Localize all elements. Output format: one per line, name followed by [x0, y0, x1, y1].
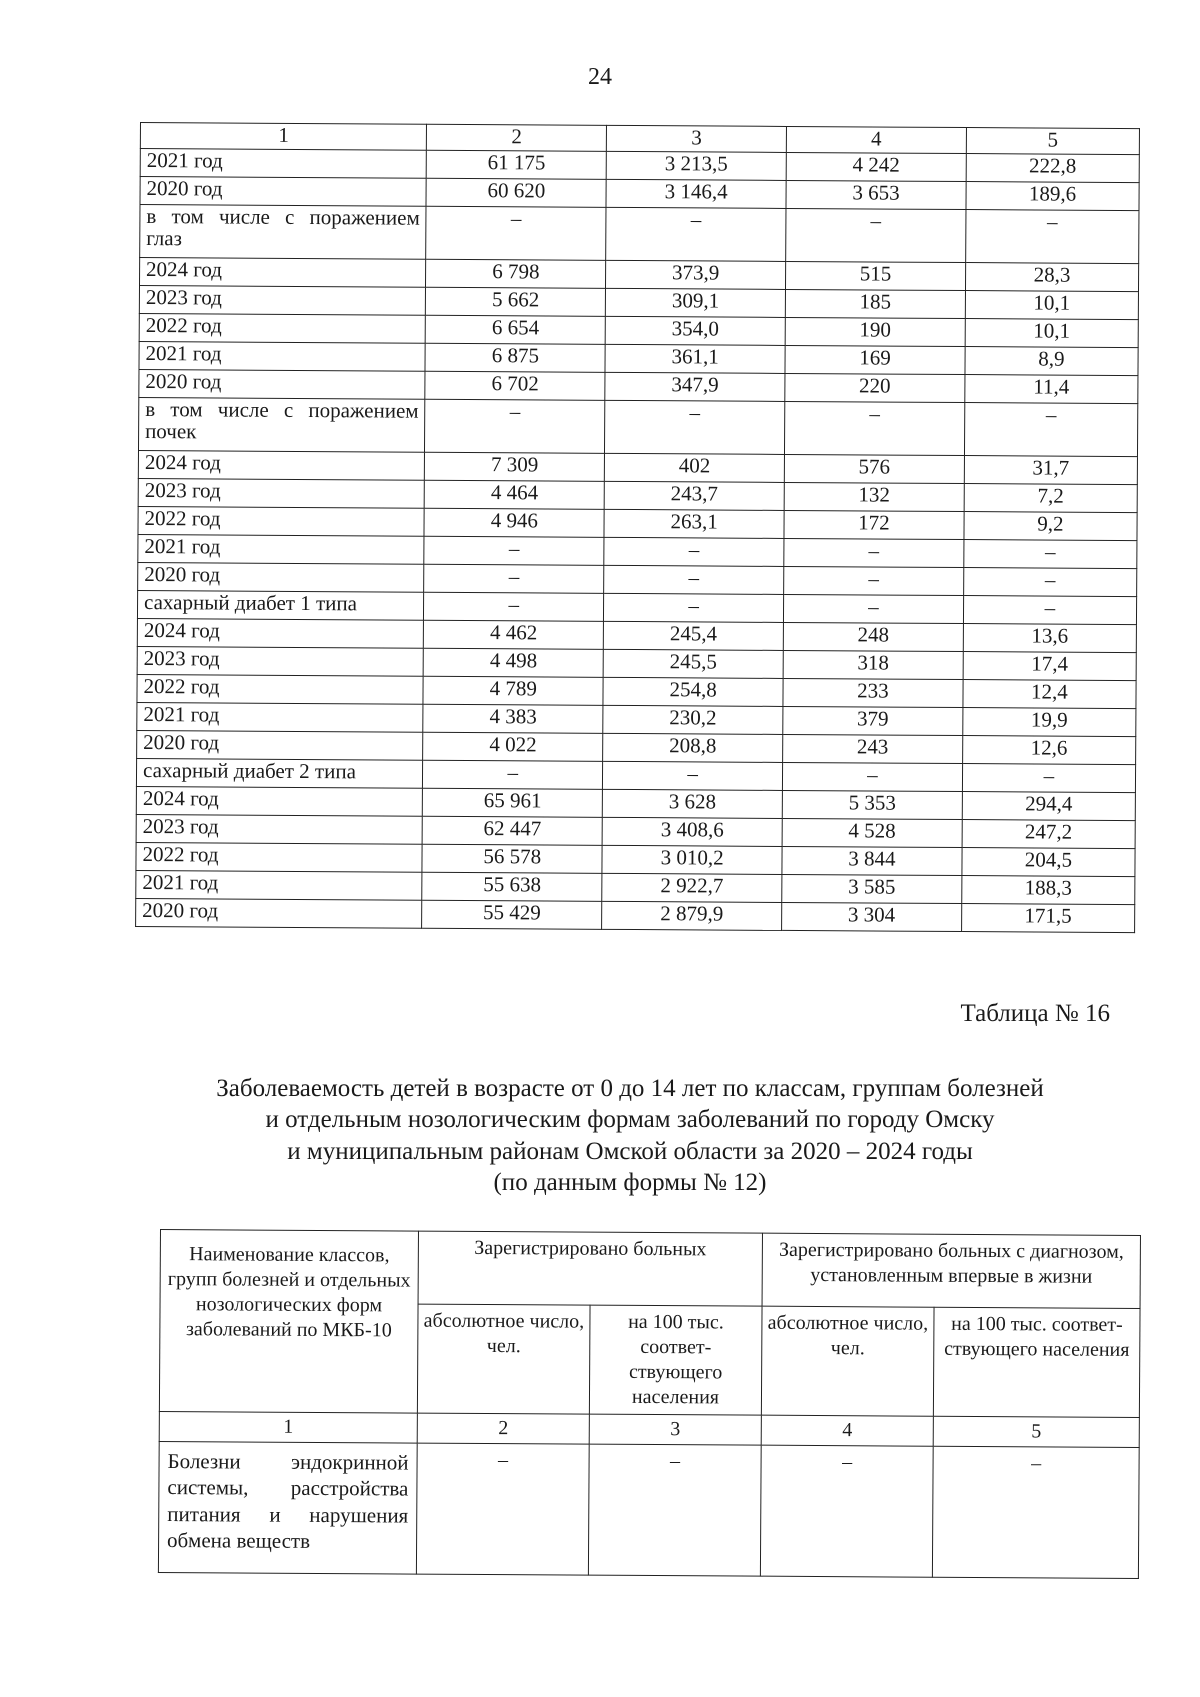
cell-value: 56 578: [422, 844, 602, 873]
cell-value: –: [964, 403, 1138, 457]
cell-value: 2 922,7: [602, 873, 782, 902]
column-number: 4: [786, 126, 966, 153]
cell-value: –: [784, 401, 964, 455]
cell-value: –: [784, 538, 964, 567]
cell-value: 245,4: [603, 621, 783, 650]
cell-value: 204,5: [962, 848, 1135, 877]
cell-value: –: [604, 537, 784, 566]
row-label: 2020 год: [136, 898, 423, 928]
cell-value: 189,6: [966, 182, 1139, 211]
cell-value: –: [965, 210, 1139, 264]
cell-value: 4 789: [423, 676, 603, 705]
cell-value: 10,1: [965, 291, 1138, 320]
cell-value: –: [760, 1445, 933, 1577]
cell-value: 7,2: [964, 484, 1137, 513]
cell-value: 3 010,2: [602, 845, 782, 874]
column-number: 5: [933, 1416, 1139, 1447]
row-label: в том числе с поражением глаз: [140, 205, 427, 260]
cell-value: 4 242: [786, 152, 966, 181]
title-line: (по данным формы № 12): [493, 1168, 767, 1196]
row-label: Болезни эндокринной системы, расстройства питания и нарушения обмена веществ: [158, 1441, 417, 1574]
column-number: 5: [966, 128, 1139, 155]
table-caption: Таблица № 16: [960, 1000, 1110, 1027]
row-label: 2021 год: [138, 534, 425, 564]
cell-value: –: [605, 400, 785, 454]
title-line: Заболеваемость детей в возрасте от 0 до 14 лет по классам, группам болезней: [216, 1075, 1044, 1102]
cell-value: 347,9: [605, 372, 785, 401]
row-label: 2024 год: [138, 450, 425, 480]
cell-value: 8,9: [965, 347, 1138, 376]
cell-value: 233: [783, 678, 963, 707]
cell-value: 318: [783, 650, 963, 679]
column-number: 2: [427, 124, 607, 151]
row-label: 2023 год: [138, 478, 425, 508]
cell-value: 245,5: [603, 649, 783, 678]
morbidity-table: [158, 1229, 1141, 1579]
cell-value: 230,2: [603, 705, 783, 734]
cell-value: 5 662: [426, 287, 606, 316]
cell-value: 4 498: [423, 648, 603, 677]
cell-value: –: [416, 1443, 589, 1575]
header-registered-first-time: Зарегистрировано больных с диагнозом, установленным впервые в жизни: [762, 1233, 1140, 1308]
row-label: 2023 год: [137, 646, 424, 676]
cell-value: 402: [605, 453, 785, 482]
cell-value: 65 961: [423, 788, 603, 817]
cell-value: 4 462: [424, 620, 604, 649]
cell-value: –: [604, 565, 784, 594]
cell-value: –: [964, 540, 1137, 569]
column-number: 2: [417, 1413, 589, 1444]
cell-value: 3 213,5: [606, 151, 786, 180]
cell-value: –: [932, 1446, 1139, 1578]
header-registered: Зарегистрировано больных: [418, 1231, 762, 1306]
cell-value: 3 585: [782, 874, 962, 903]
cell-value: 172: [784, 510, 964, 539]
table-row: [138, 397, 1137, 456]
cell-value: 373,9: [606, 260, 786, 289]
cell-value: –: [783, 594, 963, 623]
cell-value: 171,5: [961, 904, 1134, 933]
subheader-absolute: абсолютное число, чел.: [417, 1304, 590, 1414]
page-number: 24: [588, 64, 612, 90]
cell-value: 6 702: [425, 371, 605, 400]
cell-value: –: [424, 536, 604, 565]
row-label: 2021 год: [137, 702, 424, 732]
cell-value: 6 875: [425, 343, 605, 372]
subheader-absolute: абсолютное число, чел.: [761, 1306, 934, 1416]
cell-value: 222,8: [966, 154, 1139, 183]
cell-value: 4 946: [424, 508, 604, 537]
row-label: 2022 год: [139, 313, 426, 343]
subheader-per-100k: на 100 тыс. соответ- ствующего населения: [589, 1305, 762, 1415]
cell-value: –: [962, 764, 1135, 793]
cell-value: 515: [785, 261, 965, 290]
cell-value: 243,7: [604, 481, 784, 510]
cell-value: 190: [785, 317, 965, 346]
cell-value: 12,6: [962, 736, 1135, 765]
cell-value: 61 175: [427, 150, 607, 179]
cell-value: 169: [785, 345, 965, 374]
cell-value: 3 628: [602, 789, 782, 818]
cell-value: 11,4: [965, 375, 1138, 404]
cell-value: –: [424, 592, 604, 621]
cell-value: –: [424, 564, 604, 593]
cell-value: 361,1: [605, 344, 785, 373]
row-label: 2023 год: [139, 286, 426, 316]
column-number: 1: [159, 1411, 417, 1443]
cell-value: 62 447: [422, 816, 602, 845]
cell-value: 60 620: [426, 178, 606, 207]
cell-value: 3 146,4: [606, 179, 786, 208]
cell-value: 243: [783, 734, 963, 763]
cell-value: –: [963, 596, 1136, 625]
row-label: сахарный диабет 1 типа: [137, 590, 424, 620]
table-row: [136, 898, 1135, 932]
cell-value: 185: [785, 289, 965, 318]
cell-value: –: [425, 399, 605, 453]
cell-value: 379: [783, 706, 963, 735]
row-label: 2020 год: [140, 177, 427, 207]
cell-value: 354,0: [605, 316, 785, 345]
statistics-table-continued: [135, 122, 1140, 933]
cell-value: –: [963, 568, 1136, 597]
cell-value: 576: [784, 454, 964, 483]
cell-value: 3 844: [782, 846, 962, 875]
table-title: [150, 1073, 1110, 1198]
cell-value: 309,1: [606, 288, 786, 317]
cell-value: 254,8: [603, 677, 783, 706]
cell-value: –: [423, 760, 603, 789]
row-label: 2020 год: [137, 730, 424, 760]
title-line: и муниципальным районам Омской области за 2020 – 2024 годы: [287, 1137, 973, 1165]
row-label: 2022 год: [137, 674, 424, 704]
row-label: 2022 год: [138, 506, 425, 536]
column-number: 4: [761, 1415, 933, 1446]
cell-value: –: [426, 206, 606, 260]
row-label: 2021 год: [140, 149, 427, 179]
header-disease-class: Наименование классов, групп болезней и отдельных нозологических форм заболеваний по МКБ-10: [159, 1230, 418, 1414]
row-label: 2021 год: [139, 341, 426, 371]
cell-value: 10,1: [965, 319, 1138, 348]
cell-value: 220: [785, 373, 965, 402]
cell-value: 6 798: [426, 259, 606, 288]
cell-value: 263,1: [604, 509, 784, 538]
row-label: 2021 год: [136, 870, 423, 900]
cell-value: 4 383: [423, 704, 603, 733]
cell-value: 2 879,9: [602, 901, 782, 930]
cell-value: –: [784, 566, 964, 595]
row-label: 2020 год: [138, 562, 425, 592]
cell-value: 188,3: [962, 876, 1135, 905]
row-label: 2024 год: [140, 258, 427, 288]
cell-value: 7 309: [425, 452, 605, 481]
row-label: в том числе с поражением почек: [138, 397, 425, 452]
cell-value: 4 464: [425, 480, 605, 509]
cell-value: –: [604, 593, 784, 622]
cell-value: 4 022: [423, 732, 603, 761]
row-label: 2022 год: [136, 842, 423, 872]
cell-value: –: [606, 207, 786, 261]
cell-value: 13,6: [963, 624, 1136, 653]
cell-value: 12,4: [963, 680, 1136, 709]
table-row: [140, 205, 1139, 264]
column-number: 3: [589, 1414, 761, 1445]
cell-value: 17,4: [963, 652, 1136, 681]
cell-value: 294,4: [962, 792, 1135, 821]
title-line: и отдельным нозологическим формам заболеваний по городу Омску: [265, 1106, 995, 1134]
row-label: 2023 год: [136, 814, 423, 844]
cell-value: –: [782, 762, 962, 791]
cell-value: 9,2: [964, 512, 1137, 541]
row-label: сахарный диабет 2 типа: [136, 758, 423, 788]
cell-value: 55 638: [422, 872, 602, 901]
cell-value: 208,8: [603, 733, 783, 762]
cell-value: 3 408,6: [602, 817, 782, 846]
cell-value: 55 429: [422, 900, 602, 929]
row-label: 2020 год: [139, 369, 426, 399]
row-label: 2024 год: [137, 618, 424, 648]
cell-value: –: [588, 1444, 761, 1576]
cell-value: 5 353: [782, 790, 962, 819]
cell-value: 3 304: [782, 902, 962, 931]
subheader-per-100k: на 100 тыс. соответ- ствующего населения: [933, 1307, 1140, 1417]
cell-value: 247,2: [962, 820, 1135, 849]
cell-value: 19,9: [963, 708, 1136, 737]
cell-value: –: [603, 761, 783, 790]
row-label: 2024 год: [136, 786, 423, 816]
cell-value: 248: [783, 622, 963, 651]
cell-value: –: [786, 208, 966, 262]
column-number: 3: [607, 125, 787, 152]
cell-value: 6 654: [426, 315, 606, 344]
cell-value: 3 653: [786, 180, 966, 209]
cell-value: 28,3: [965, 263, 1138, 292]
column-number: 1: [140, 123, 427, 151]
cell-value: 31,7: [964, 456, 1137, 485]
cell-value: 4 528: [782, 818, 962, 847]
cell-value: 132: [784, 482, 964, 511]
